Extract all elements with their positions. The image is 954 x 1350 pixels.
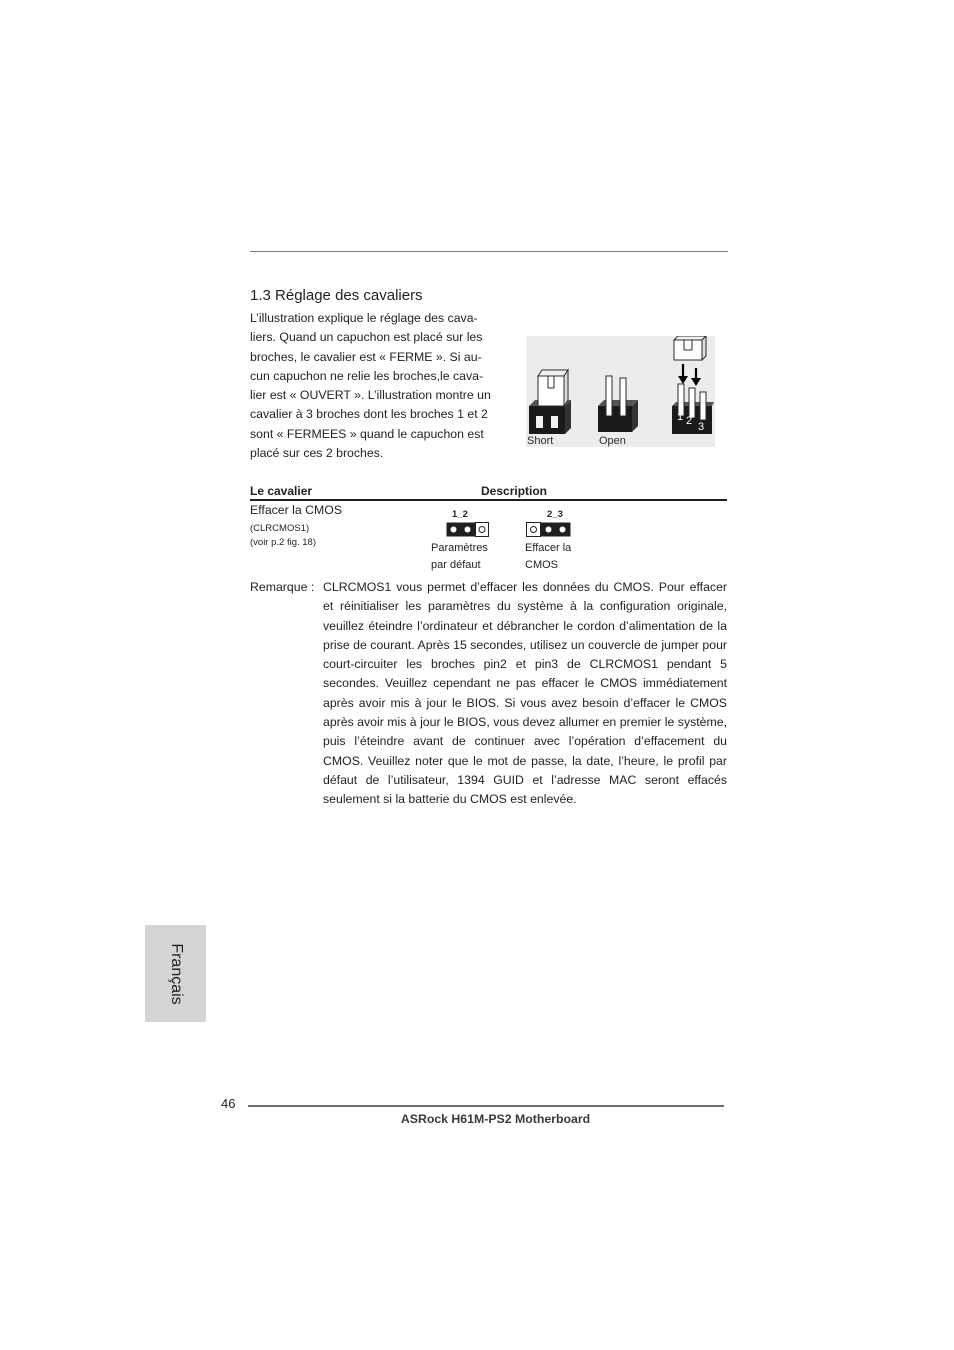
language-tab [145,925,206,1022]
short-jumper-graphic [529,370,571,434]
footer-title: ASRock H61M-PS2 Motherboard [400,1112,591,1126]
jumper-figure-ref: (voir p.2 fig. 18) [250,537,316,548]
three-pin-jumper-graphic [672,336,714,434]
jumper-illustration-svg [526,336,715,447]
pin-number-1: 1 [677,411,684,423]
table-header-rule [250,499,727,501]
clear-caption-line2: CMOS [525,559,558,571]
intro-line: cun capuchon ne relie les broches,le cava- [250,368,484,383]
clear-pins-label: 2_3 [547,509,563,520]
jumper-name: Effacer la CMOS [250,503,343,517]
intro-line: placé sur ces 2 broches. [250,446,384,461]
intro-paragraph [250,309,500,463]
page-number: 46 [221,1096,236,1111]
intro-line: sont « FERMEES » quand le capuchon est [250,426,484,441]
language-tab-label: Français [167,942,185,1005]
intro-line: lier est « OUVERT ». L’illustration montre un [250,388,491,403]
jumper-code: (CLRCMOS1) [250,523,310,534]
col-header-description: Description [481,484,548,498]
top-rule [250,251,728,252]
default-pins-label: 1_2 [452,509,468,520]
pin-number-3: 3 [698,421,705,433]
open-label: Open [599,435,626,447]
intro-line: broches, le cavalier est « FERME ». Si au- [250,349,482,364]
section-title: 1.3 Réglage des cavaliers [250,287,423,304]
open-jumper-graphic [598,376,638,432]
intro-line: L’illustration explique le réglage des cava- [250,311,478,325]
default-jumper-icon [446,522,489,537]
default-caption-line2: par défaut [431,559,481,571]
remark-text: CLRCMOS1 vous permet d’effacer les données du CMOS. Pour effacer et réinitialiser les paramètres du système à la configuration originale, veuillez éteindre l’ordinateur et débrancher le cordon d’alimentation de la prise de courant. Après 15 secondes, utilisez un couvercle de jumper pour court-circuiter les broches pin2 et pin3 de CLRCMOS1 pendant 5 secondes. Veuillez cependant ne pas effacer le CMOS immédiatement après avoir mis à jour le BIOS. Si vous avez besoin d’effacer le CMOS après avoir mis à jour le BIOS, vous devez allumer en premier le système, puis l’éteindre avant de continuer avec l’opération d’effacement du CMOS. Veuillez noter que le mot de passe, la date, l’heure, le profil par défaut de l’utilisateur, 1394 GUID et l’adresse MAC seront effacés seulement si la batterie du CMOS est enlevée. [323,580,727,807]
clear-caption-line1: Effacer la [525,542,572,554]
default-caption-line1: Paramètres [431,542,488,554]
short-label: Short [527,435,554,447]
intro-line: liers. Quand un capuchon est placé sur les [250,330,483,345]
col-header-jumper: Le cavalier [250,484,313,498]
footer-rule [248,1105,724,1107]
clear-jumper-icon [526,522,571,537]
remark-label: Remarque : [250,580,315,594]
jumper-illustration [526,336,715,447]
pin-number-2: 2 [686,415,693,427]
intro-line: cavalier à 3 broches dont les broches 1 et 2 [250,407,488,422]
